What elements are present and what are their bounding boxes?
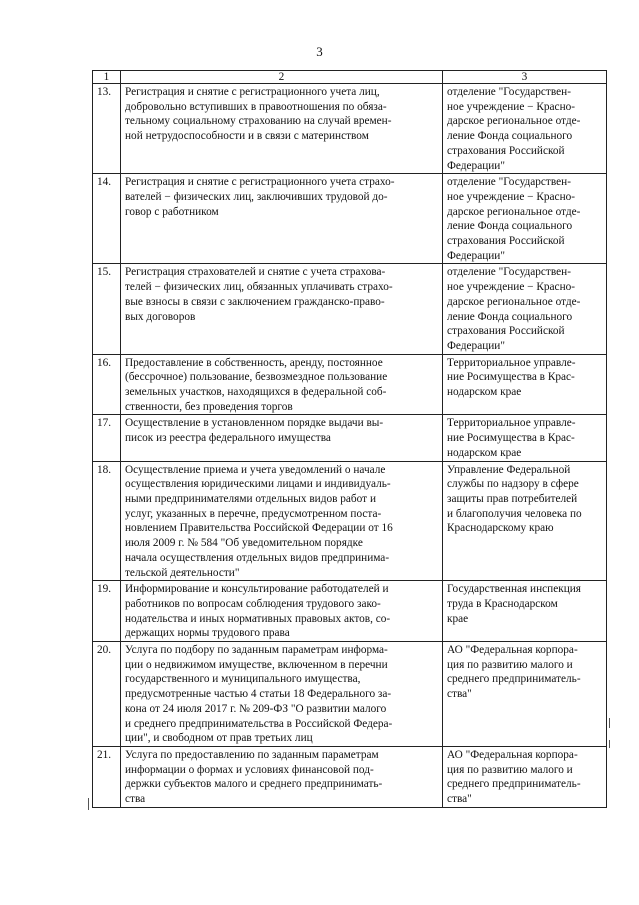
service-name-cell	[121, 581, 443, 642]
row-number: 15.	[93, 264, 121, 354]
agency-line: защиты прав потребителей	[447, 492, 578, 505]
service-name-cell	[121, 354, 443, 415]
table-row	[93, 746, 607, 807]
agency-line: Управление Федеральной	[447, 463, 571, 476]
service-name-line: нодательства и иных нормативных правовых актов, со-	[125, 612, 391, 625]
service-name-line: вых договоров	[125, 310, 196, 323]
agency-line: Федерации"	[447, 339, 505, 352]
service-name-line: Осуществление в установленном порядке выдачи вы-	[125, 417, 384, 430]
agency-cell	[443, 415, 607, 461]
row-number: 14.	[93, 174, 121, 264]
page-number: 3	[316, 44, 323, 59]
row-number: 18.	[93, 461, 121, 581]
service-name-line: держащих нормы трудового права	[125, 627, 290, 640]
column-header-1: 1	[93, 71, 121, 84]
agency-line: отделение "Государствен-	[447, 266, 571, 279]
service-name-line: услуг, указанных в перечне, предусмотренном поста-	[125, 507, 382, 520]
service-name-cell	[121, 642, 443, 747]
service-name-line: Регистрация и снятие с регистрационного учета страхо-	[125, 176, 395, 189]
service-name-cell	[121, 174, 443, 264]
service-name-line: вые взносы в связи с заключением гражданско-право-	[125, 295, 385, 308]
table-row	[93, 84, 607, 174]
service-name-line: Регистрация и снятие с регистрационного учета лиц,	[125, 86, 380, 98]
service-name-line: Услуга по подбору по заданным параметрам информа-	[125, 644, 388, 657]
agency-line: труда в Краснодарском	[447, 597, 558, 610]
agency-cell	[443, 174, 607, 264]
agency-line: ление Фонда социального	[447, 130, 573, 143]
agency-cell	[443, 84, 607, 174]
agency-line: дарское региональное отде-	[447, 115, 581, 128]
service-name-line: и среднего предпринимательства в Российской Федера-	[125, 717, 393, 730]
service-name-cell	[121, 461, 443, 581]
service-name-line: работников по вопросам соблюдения трудового зако-	[125, 597, 381, 610]
agency-line: нодарском крае	[447, 386, 522, 399]
service-name-line: ственности, без проведения торгов	[125, 400, 293, 413]
agency-line: страхования Российской	[447, 325, 565, 338]
service-name-line: земельных участков, находящихся в федеральной соб-	[125, 386, 387, 399]
agency-cell	[443, 642, 607, 747]
agency-line: службы по надзору в сфере	[447, 478, 579, 491]
agency-line: среднего предприниматель-	[447, 673, 581, 686]
service-name-line: Предоставление в собственность, аренду, постоянное	[125, 356, 383, 369]
service-name-line: ции", и свободном от прав третьих лиц	[125, 732, 313, 745]
agency-line: дарское региональное отде-	[447, 205, 581, 218]
service-name-line: вателей − физических лиц, заключивших трудовой до-	[125, 190, 388, 203]
service-name-line: писок из реестра федерального имущества	[125, 432, 331, 445]
table-row	[93, 461, 607, 581]
agency-line: ства"	[447, 688, 472, 701]
agency-line: и благополучия человека по	[447, 507, 582, 520]
agency-line: ное учреждение − Красно-	[447, 100, 576, 113]
service-name-line: Информирование и консультирование работодателей и	[125, 583, 389, 596]
column-header-2: 2	[121, 71, 443, 84]
agency-line: среднего предприниматель-	[447, 778, 581, 791]
service-name-line: информации о формах и условиях финансовой под-	[125, 763, 374, 776]
agency-line: АО "Федеральная корпора-	[447, 748, 578, 761]
agency-line: Государственная инспекция	[447, 583, 581, 596]
scan-mark-right-1	[609, 718, 610, 728]
service-name-line: предусмотренные частью 4 статьи 18 Федерального за-	[125, 688, 392, 701]
service-name-line: Регистрация страхователей и снятие с учета страхова-	[125, 266, 386, 279]
agency-line: Территориальное управле-	[447, 417, 576, 430]
scan-mark-left	[88, 798, 89, 810]
agency-line: ция по развитию малого и	[447, 658, 573, 671]
agency-cell	[443, 264, 607, 354]
table-row	[93, 642, 607, 747]
table-row	[93, 264, 607, 354]
service-name-line: телей − физических лиц, обязанных уплачивать страхо-	[125, 281, 393, 294]
service-name-line: ства	[125, 793, 146, 806]
row-number: 16.	[93, 354, 121, 415]
agency-line: Краснодарскому краю	[447, 522, 554, 535]
row-number: 21.	[93, 746, 121, 807]
service-name-line: государственного и муниципального имущества,	[125, 673, 361, 686]
agency-line: отделение "Государствен-	[447, 86, 571, 98]
agency-line: АО "Федеральная корпора-	[447, 644, 578, 657]
agency-line: нодарском крае	[447, 446, 522, 459]
table-row	[93, 581, 607, 642]
service-name-line: говор с работником	[125, 205, 219, 218]
service-name-line: ции о недвижимом имуществе, включенном в перечни	[125, 658, 388, 671]
agency-line: ление Фонда социального	[447, 310, 573, 323]
column-header-3: 3	[443, 71, 607, 84]
agency-line: Территориальное управле-	[447, 356, 576, 369]
agency-line: страхования Российской	[447, 144, 565, 157]
agency-line: ция по развитию малого и	[447, 763, 573, 776]
agency-line: страхования Российской	[447, 235, 565, 248]
service-name-line: ной нетрудоспособности и в связи с материнством	[125, 130, 369, 143]
agency-line: ства"	[447, 793, 472, 806]
service-name-line: (бессрочное) пользование, безвозмездное пользование	[125, 371, 388, 384]
service-name-line: осуществления юридическими лицами и индивидуаль-	[125, 478, 391, 491]
table-row	[93, 354, 607, 415]
service-name-line: тельской деятельности"	[125, 566, 240, 579]
service-name-line: держки субъектов малого и среднего предпринимать-	[125, 778, 383, 791]
service-name-cell	[121, 415, 443, 461]
agency-line: отделение "Государствен-	[447, 176, 571, 189]
service-name-line: тельному социальному страхованию на случай времен-	[125, 115, 392, 128]
service-name-line: ными предпринимателями отдельных видов работ и	[125, 492, 376, 505]
column-number-row	[93, 71, 607, 84]
service-name-line: новлением Правительства Российской Федерации от 16	[125, 522, 393, 535]
agency-line: ние Росимущества в Крас-	[447, 432, 575, 445]
row-number: 13.	[93, 84, 121, 174]
service-name-line: добровольно вступивших в правоотношения по обяза-	[125, 100, 387, 113]
agency-line: Федерации"	[447, 249, 505, 262]
service-name-line: Услуга по предоставлению по заданным параметрам	[125, 748, 379, 761]
service-name-line: начала осуществления отдельных видов предпринима-	[125, 551, 390, 564]
agency-line: Федерации"	[447, 159, 505, 172]
agency-cell	[443, 581, 607, 642]
agency-line: крае	[447, 612, 469, 625]
service-name-cell	[121, 746, 443, 807]
agency-cell	[443, 354, 607, 415]
row-number: 19.	[93, 581, 121, 642]
service-name-cell	[121, 264, 443, 354]
scan-mark-right-2	[609, 740, 610, 748]
row-number: 20.	[93, 642, 121, 747]
service-name-cell	[121, 84, 443, 174]
agency-cell	[443, 746, 607, 807]
services-table	[92, 70, 607, 808]
row-number: 17.	[93, 415, 121, 461]
service-name-line: Осуществление приема и учета уведомлений о начале	[125, 463, 386, 476]
agency-line: дарское региональное отде-	[447, 295, 581, 308]
agency-line: ние Росимущества в Крас-	[447, 371, 575, 384]
service-name-line: кона от 24 июля 2017 г. № 209-ФЗ "О развитии малого	[125, 702, 387, 715]
agency-cell	[443, 461, 607, 581]
table-row	[93, 174, 607, 264]
agency-line: ное учреждение − Красно-	[447, 190, 576, 203]
table-row	[93, 415, 607, 461]
agency-line: ное учреждение − Красно-	[447, 281, 576, 294]
agency-line: ление Фонда социального	[447, 220, 573, 233]
service-name-line: июля 2009 г. № 584 "Об уведомительном порядке	[125, 537, 363, 550]
